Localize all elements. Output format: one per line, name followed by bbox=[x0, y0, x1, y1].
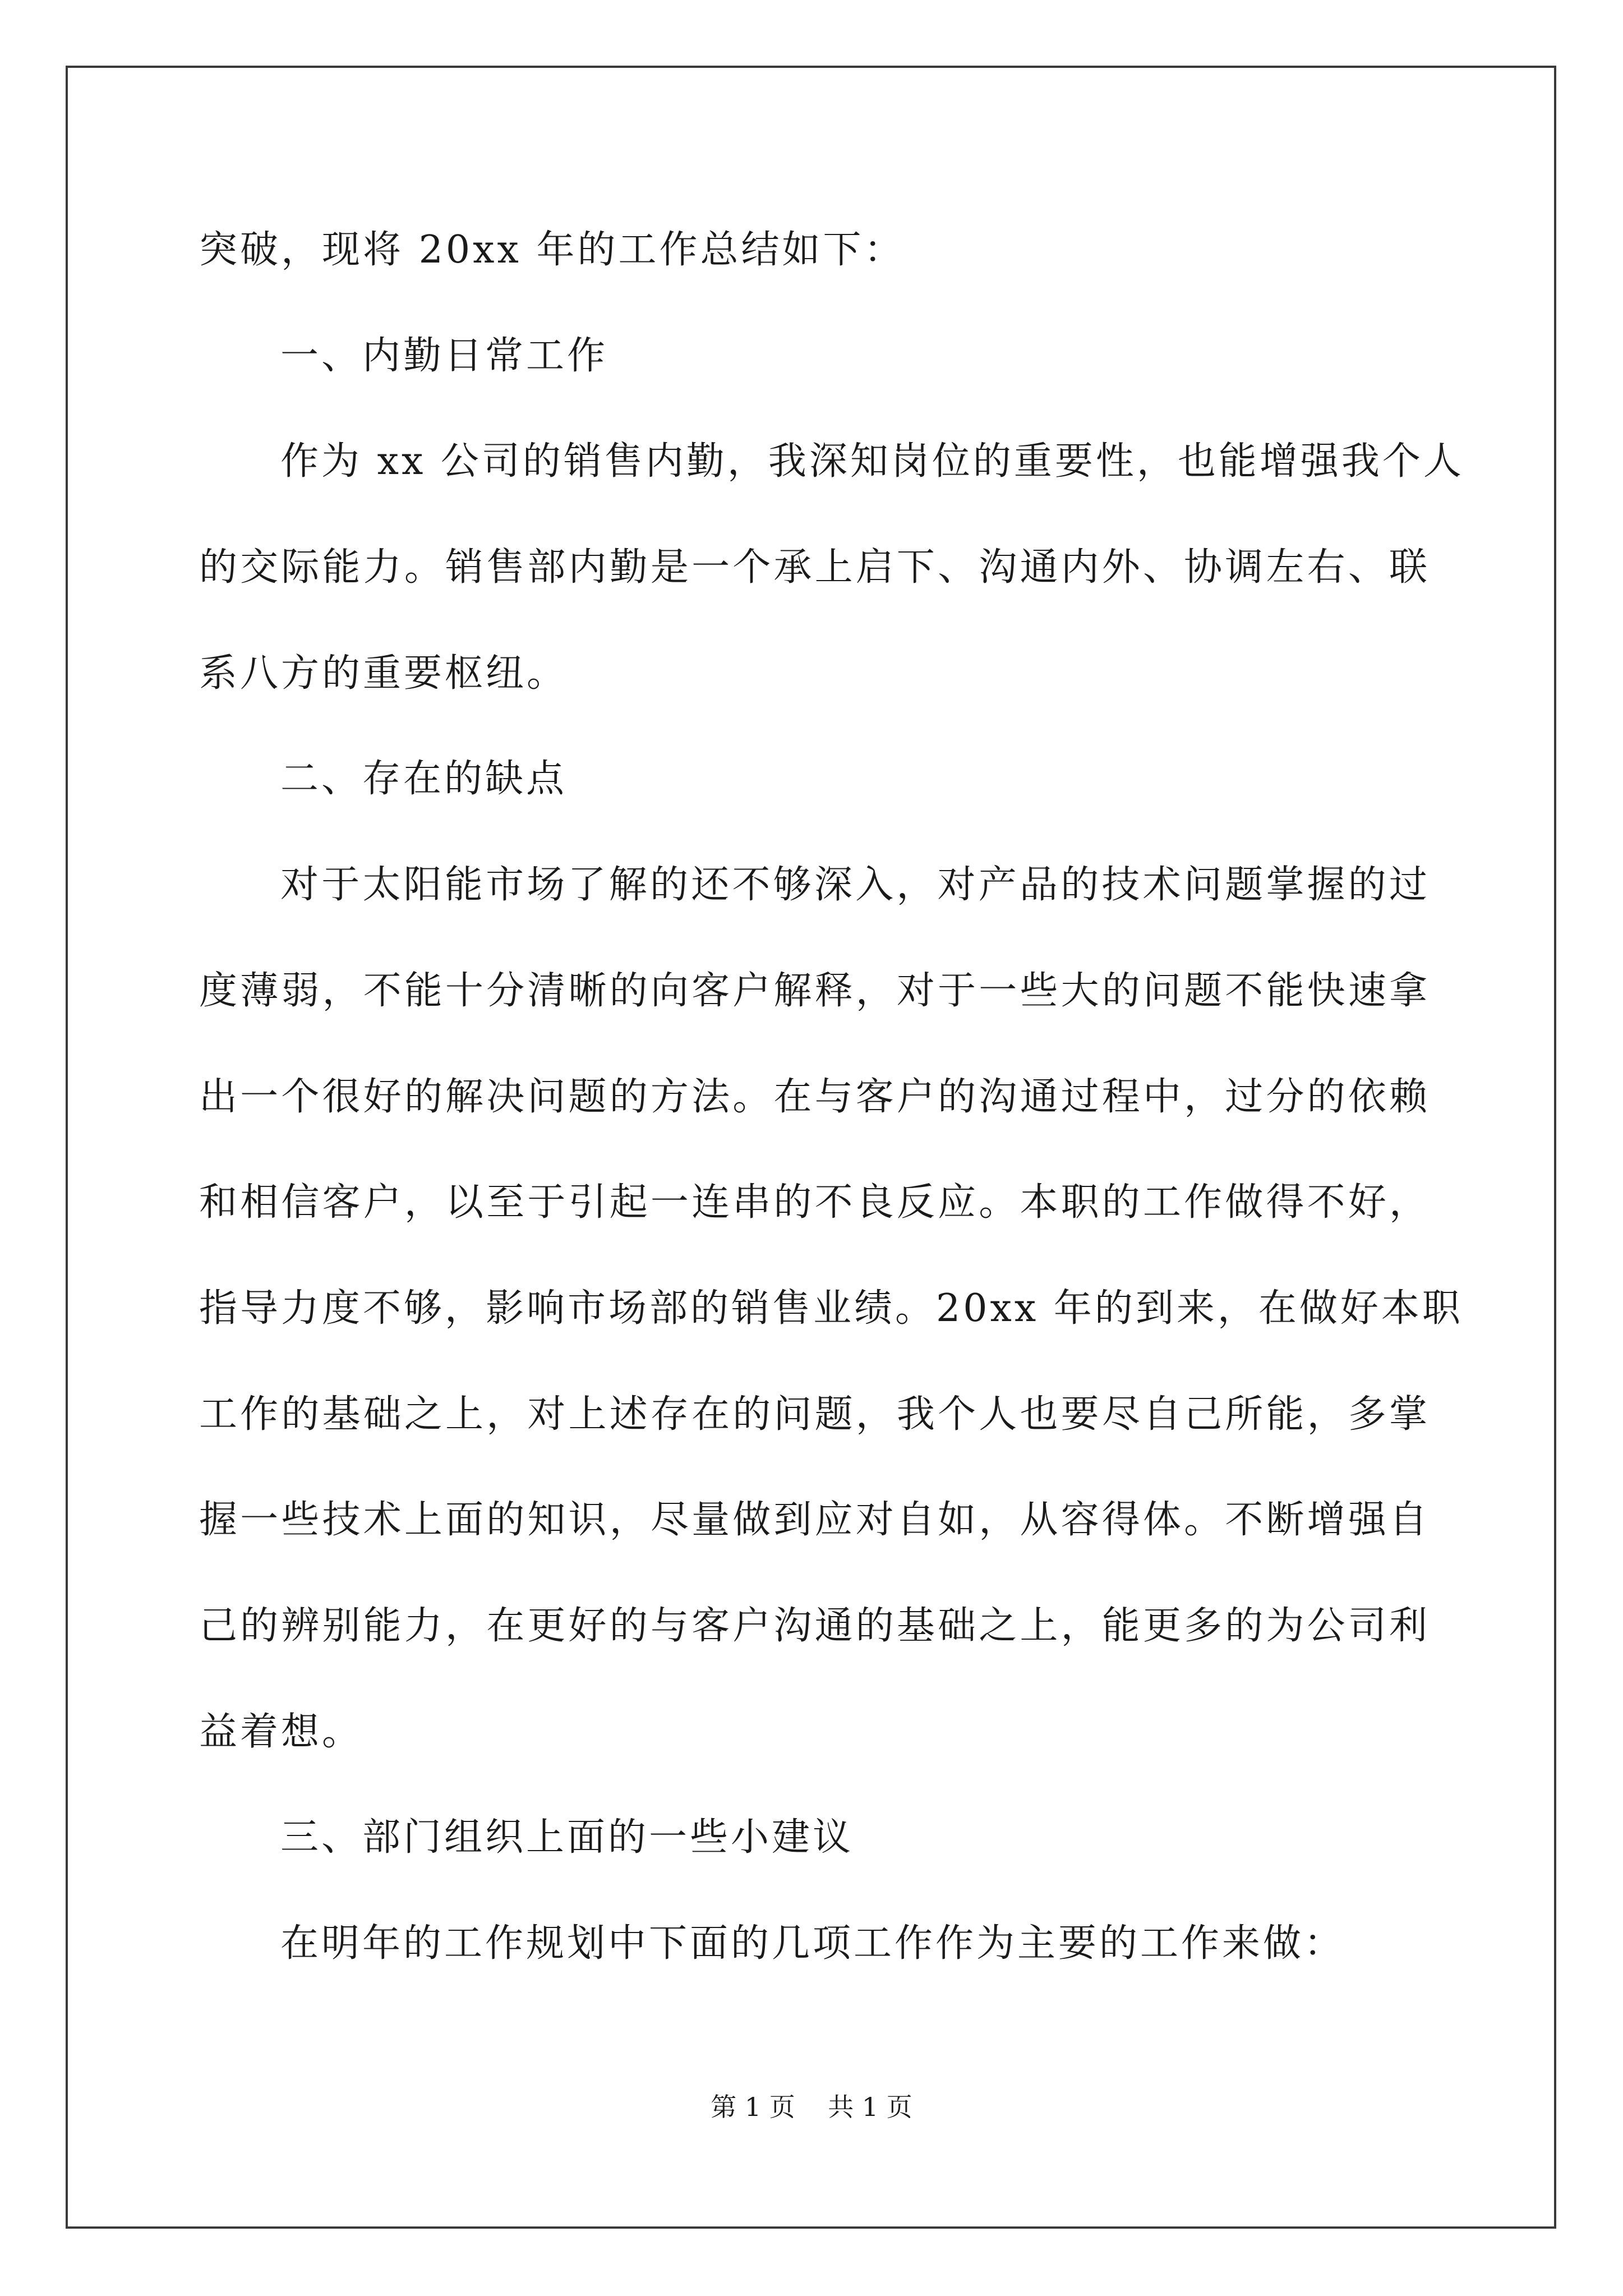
paragraph-line: 出一个很好的解决问题的方法。在与客户的沟通过程中，过分的依赖 bbox=[199, 1074, 1430, 1119]
paragraph-line: 系八方的重要枢纽。 bbox=[199, 651, 568, 696]
paragraph-line: 度薄弱，不能十分清晰的向客户解释，对于一些大的问题不能快速拿 bbox=[199, 968, 1430, 1013]
paragraph-line: 握一些技术上面的知识，尽量做到应对自如，从容得体。不断增强自 bbox=[199, 1498, 1430, 1543]
paragraph-line: 工作的基础之上，对上述存在的问题，我个人也要尽自己所能，多掌 bbox=[199, 1392, 1430, 1437]
paragraph-line: 益着想。 bbox=[199, 1709, 363, 1754]
section-heading: 三、部门组织上面的一些小建议 bbox=[280, 1815, 854, 1860]
paragraph-line: 己的辨别能力，在更好的与客户沟通的基础之上，能更多的为公司利 bbox=[199, 1603, 1430, 1648]
paragraph-line: 和相信客户，以至于引起一连串的不良反应。本职的工作做得不好， bbox=[199, 1180, 1430, 1225]
document-body bbox=[199, 197, 1464, 1997]
paragraph-line: 作为 xx 公司的销售内勤，我深知岗位的重要性，也能增强我个人 bbox=[280, 439, 1464, 484]
paragraph-line: 对于太阳能市场了解的还不够深入，对产品的技术问题掌握的过 bbox=[280, 863, 1430, 908]
section-heading: 一、内勤日常工作 bbox=[280, 333, 608, 378]
page-footer: 第 1 页 共 1 页 bbox=[711, 2092, 912, 2122]
paragraph-line: 在明年的工作规划中下面的几项工作作为主要的工作来做： bbox=[280, 1921, 1345, 1966]
paragraph-line: 指导力度不够，影响市场部的销售业绩。20xx 年的到来，在做好本职 bbox=[199, 1286, 1463, 1331]
section-heading: 二、存在的缺点 bbox=[280, 757, 568, 802]
paragraph-line: 突破，现将 20xx 年的工作总结如下： bbox=[199, 228, 905, 272]
paragraph-line: 的交际能力。销售部内勤是一个承上启下、沟通内外、协调左右、联 bbox=[199, 545, 1430, 590]
